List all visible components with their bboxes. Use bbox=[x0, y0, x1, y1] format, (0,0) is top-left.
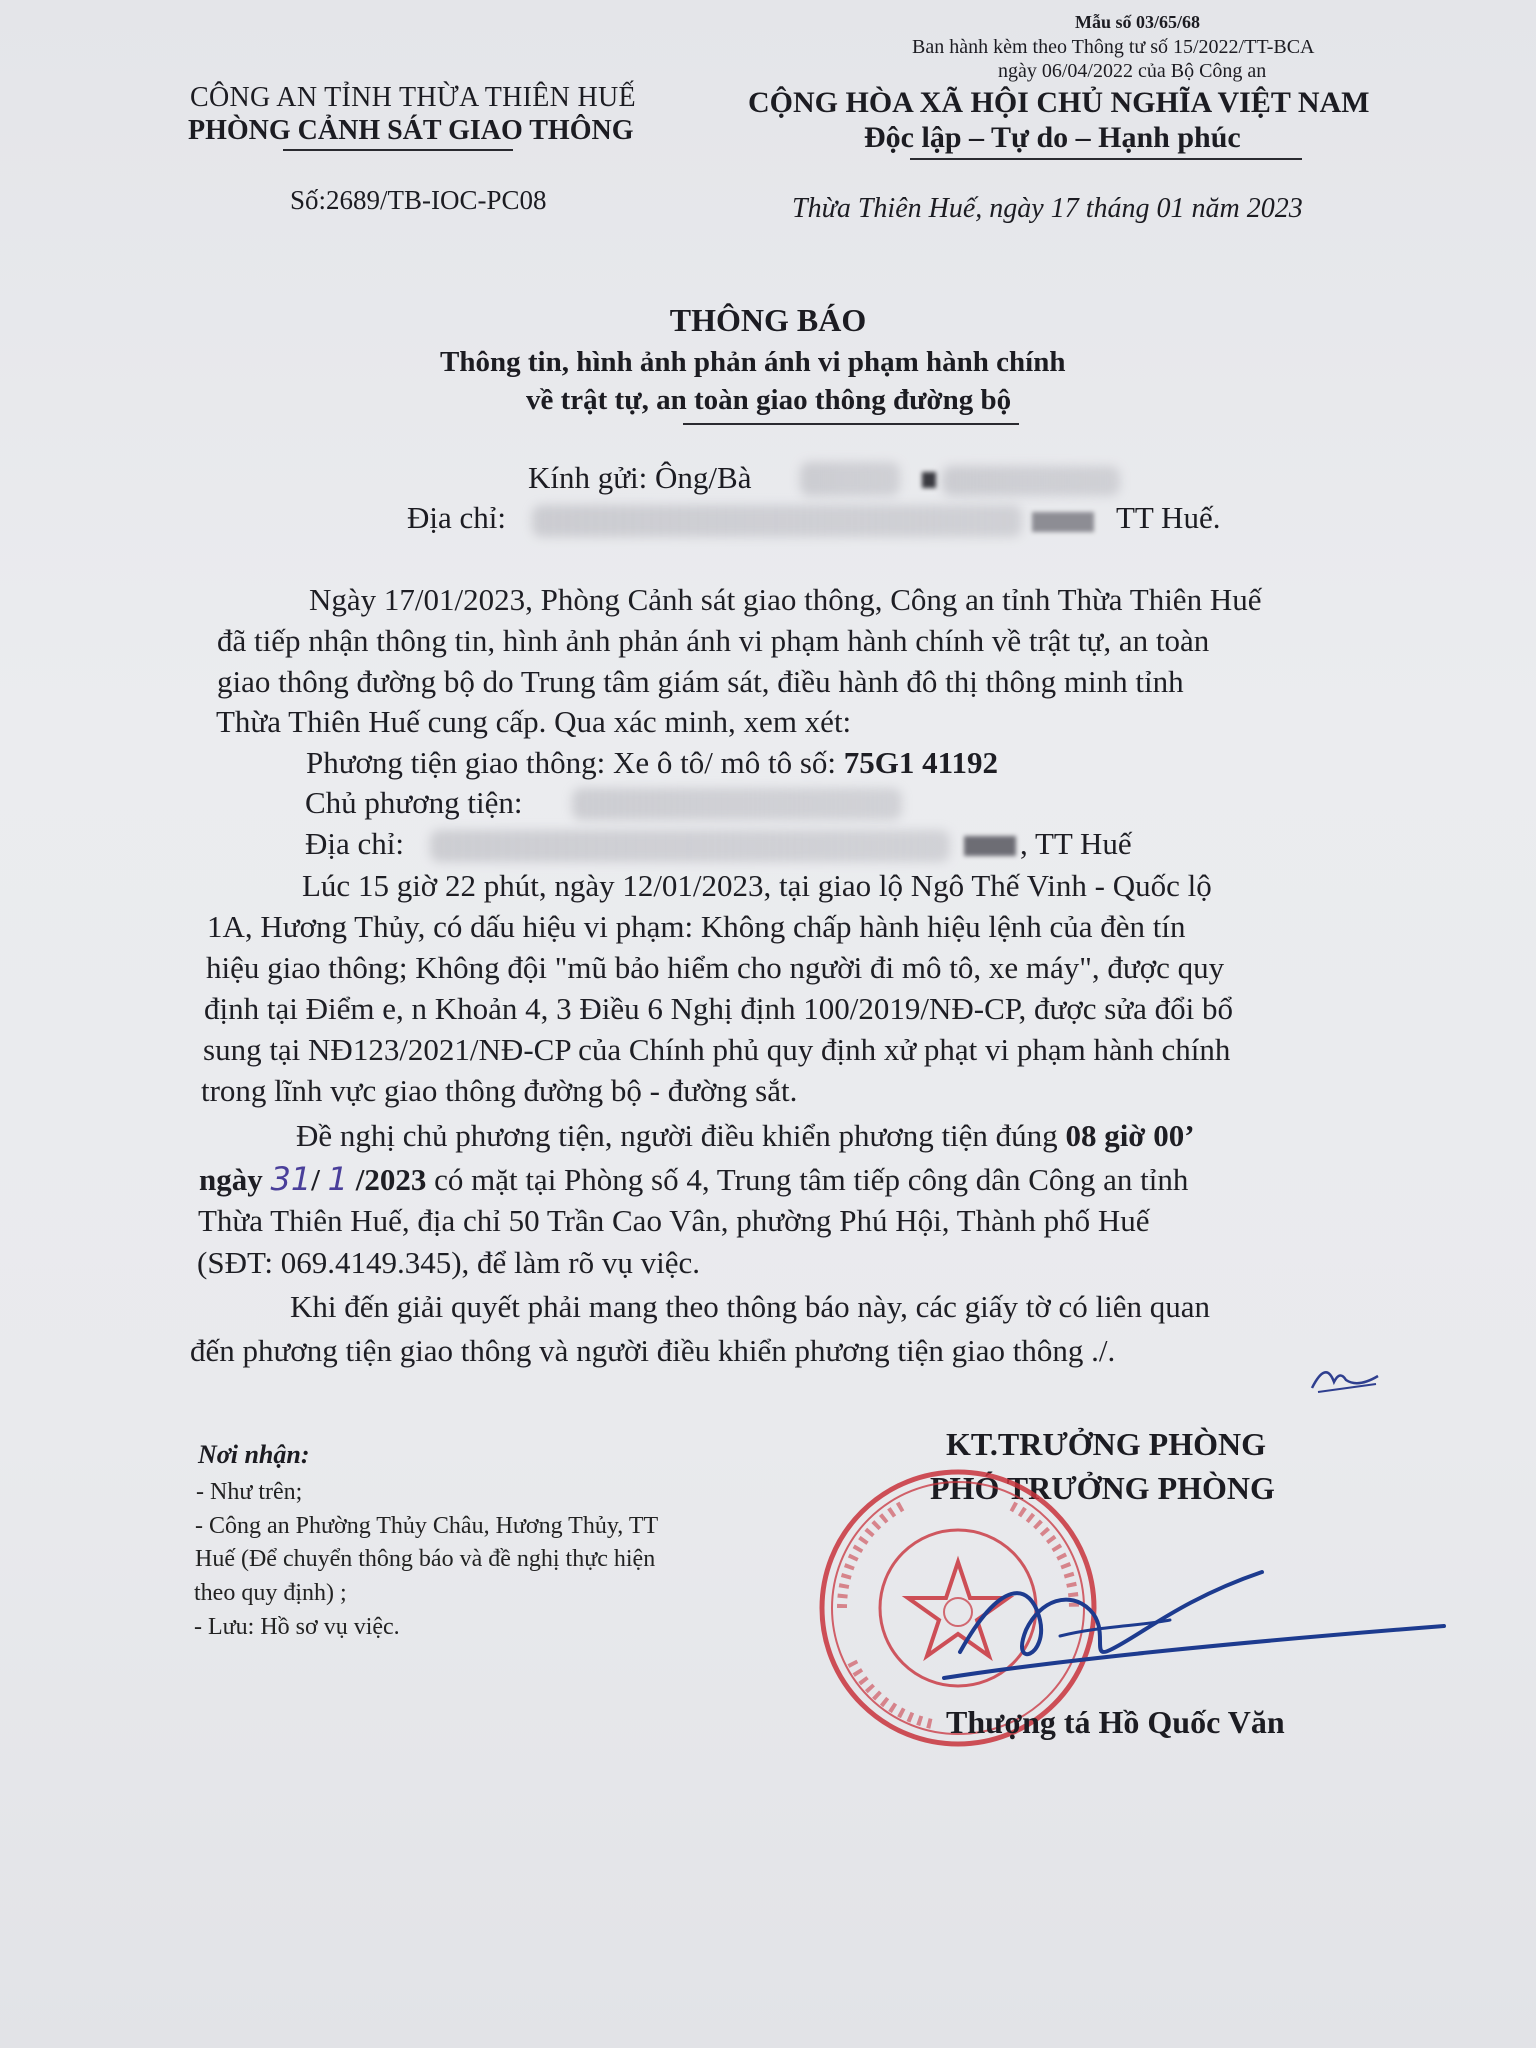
handwritten-signature bbox=[940, 1560, 1460, 1690]
owner-label: Chủ phương tiện: bbox=[305, 785, 523, 820]
body-line: giao thông đường bộ do Trung tâm giám sát, điều hành đô thị thông minh tỉnh bbox=[217, 664, 1184, 699]
body-line: Ngày 17/01/2023, Phòng Cảnh sát giao thông, Công an tỉnh Thừa Thiên Huế bbox=[309, 582, 1262, 617]
document-number: Số:2689/TB-IOC-PC08 bbox=[290, 185, 547, 215]
form-issued-with: Ban hành kèm theo Thông tư số 15/2022/TT-BCA bbox=[912, 36, 1315, 58]
appointment-time: 08 giờ 00’ bbox=[1065, 1118, 1195, 1153]
owner-address-label: Địa chỉ: bbox=[305, 826, 404, 861]
receiver-line: - Như trên; bbox=[196, 1479, 303, 1505]
vehicle-line bbox=[306, 745, 998, 781]
body-line bbox=[296, 1118, 1195, 1154]
body-line: hiệu giao thông; Không đội "mũ bảo hiểm cho người đi mô tô, xe máy", được quy bbox=[206, 950, 1225, 985]
redacted-owner-name bbox=[572, 788, 902, 820]
redaction-mark bbox=[922, 472, 936, 488]
receiver-line: - Lưu: Hồ sơ vụ việc. bbox=[194, 1614, 400, 1640]
signer-name: Thượng tá Hồ Quốc Văn bbox=[946, 1704, 1285, 1740]
receiver-line: theo quy định) ; bbox=[194, 1580, 347, 1606]
receiver-line: - Công an Phường Thủy Châu, Hương Thủy, TT bbox=[195, 1513, 659, 1539]
signature-role-1: KT.TRƯỞNG PHÒNG bbox=[946, 1426, 1266, 1462]
body-line: định tại Điểm e, n Khoản 4, 3 Điều 6 Nghị định 100/2019/NĐ-CP, được sửa đổi bổ bbox=[204, 991, 1233, 1026]
recipient-greeting: Kính gửi: Ông/Bà bbox=[528, 460, 752, 495]
body-line: sung tại NĐ123/2021/NĐ-CP của Chính phủ quy định xử phạt vi phạm hành chính bbox=[203, 1032, 1231, 1067]
place-date: Thừa Thiên Huế, ngày 17 tháng 01 năm 2023 bbox=[792, 193, 1303, 224]
agency-underline bbox=[283, 149, 513, 151]
body-line: Thừa Thiên Huế, địa chỉ 50 Trần Cao Vân, phường Phú Hội, Thành phố Huế bbox=[198, 1203, 1150, 1238]
notice-title: THÔNG BÁO bbox=[669, 302, 867, 338]
body-line: Khi đến giải quyết phải mang theo thông báo này, các giấy tờ có liên quan bbox=[290, 1289, 1211, 1324]
appointment-text: Đề nghị chủ phương tiện, người điều khiển phương tiện đúng bbox=[296, 1118, 1066, 1153]
national-motto: Độc lập – Tự do – Hạnh phúc bbox=[864, 121, 1241, 154]
handwritten-day: 31 bbox=[270, 1160, 312, 1198]
date-slash: / bbox=[311, 1162, 328, 1197]
body-line: đã tiếp nhận thông tin, hình ảnh phản ánh vi phạm hành chính về trật tự, an toàn bbox=[217, 623, 1210, 658]
signature-role-2: PHÓ TRƯỞNG PHÒNG bbox=[930, 1470, 1275, 1506]
body-line: Thừa Thiên Huế cung cấp. Qua xác minh, xem xét: bbox=[216, 704, 852, 739]
license-plate: 75G1 41192 bbox=[843, 745, 998, 780]
vehicle-label: Phương tiện giao thông: Xe ô tô/ mô tô số: bbox=[306, 745, 844, 780]
form-number: Mẫu số 03/65/68 bbox=[1075, 12, 1201, 32]
redacted-recipient-name bbox=[800, 462, 900, 496]
motto-underline bbox=[910, 158, 1302, 160]
redacted-recipient-name-2 bbox=[942, 466, 1120, 496]
redacted-recipient-address bbox=[532, 505, 1022, 537]
body-line: trong lĩnh vực giao thông đường bộ - đường sắt. bbox=[201, 1073, 798, 1108]
agency-parent: CÔNG AN TỈNH THỪA THIÊN HUẾ bbox=[190, 82, 636, 113]
notice-subtitle-2: về trật tự, an toàn giao thông đường bộ bbox=[526, 384, 1012, 416]
redaction-mark-2 bbox=[1032, 512, 1094, 532]
body-line: đến phương tiện giao thông và người điều khiển phương tiện giao thông ./. bbox=[190, 1333, 1116, 1368]
receivers-title: Nơi nhận: bbox=[198, 1440, 310, 1469]
appointment-location: có mặt tại Phòng số 4, Trung tâm tiếp công dân Công an tỉnh bbox=[426, 1162, 1189, 1197]
body-line: (SĐT: 069.4149.345), để làm rõ vụ việc. bbox=[197, 1245, 700, 1280]
handwritten-month: 1 bbox=[327, 1160, 348, 1198]
appointment-date-line bbox=[199, 1160, 1188, 1198]
owner-address-suffix: , TT Huế bbox=[1020, 826, 1132, 861]
subtitle-underline bbox=[683, 423, 1019, 425]
recipient-address-suffix: TT Huế. bbox=[1116, 500, 1221, 535]
agency-name: PHÒNG CẢNH SÁT GIAO THÔNG bbox=[188, 115, 634, 146]
national-title: CỘNG HÒA XÃ HỘI CHỦ NGHĨA VIỆT NAM bbox=[748, 86, 1370, 119]
form-issued-date: ngày 06/04/2022 của Bộ Công an bbox=[998, 60, 1267, 82]
initial-mark bbox=[1306, 1352, 1382, 1396]
receiver-line: Huế (Để chuyển thông báo và đề nghị thực hiện bbox=[195, 1546, 656, 1572]
body-line: Lúc 15 giờ 22 phút, ngày 12/01/2023, tại giao lộ Ngô Thế Vinh - Quốc lộ bbox=[302, 868, 1212, 903]
redaction-mark-3 bbox=[964, 836, 1016, 856]
redacted-owner-address bbox=[430, 830, 950, 862]
appointment-year: /2023 bbox=[347, 1162, 427, 1197]
recipient-address-label: Địa chỉ: bbox=[407, 500, 506, 535]
notice-subtitle-1: Thông tin, hình ảnh phản ánh vi phạm hành chính bbox=[440, 346, 1066, 378]
day-label: ngày bbox=[199, 1162, 271, 1197]
body-line: 1A, Hương Thủy, có dấu hiệu vi phạm: Không chấp hành hiệu lệnh của đèn tín bbox=[207, 909, 1186, 944]
